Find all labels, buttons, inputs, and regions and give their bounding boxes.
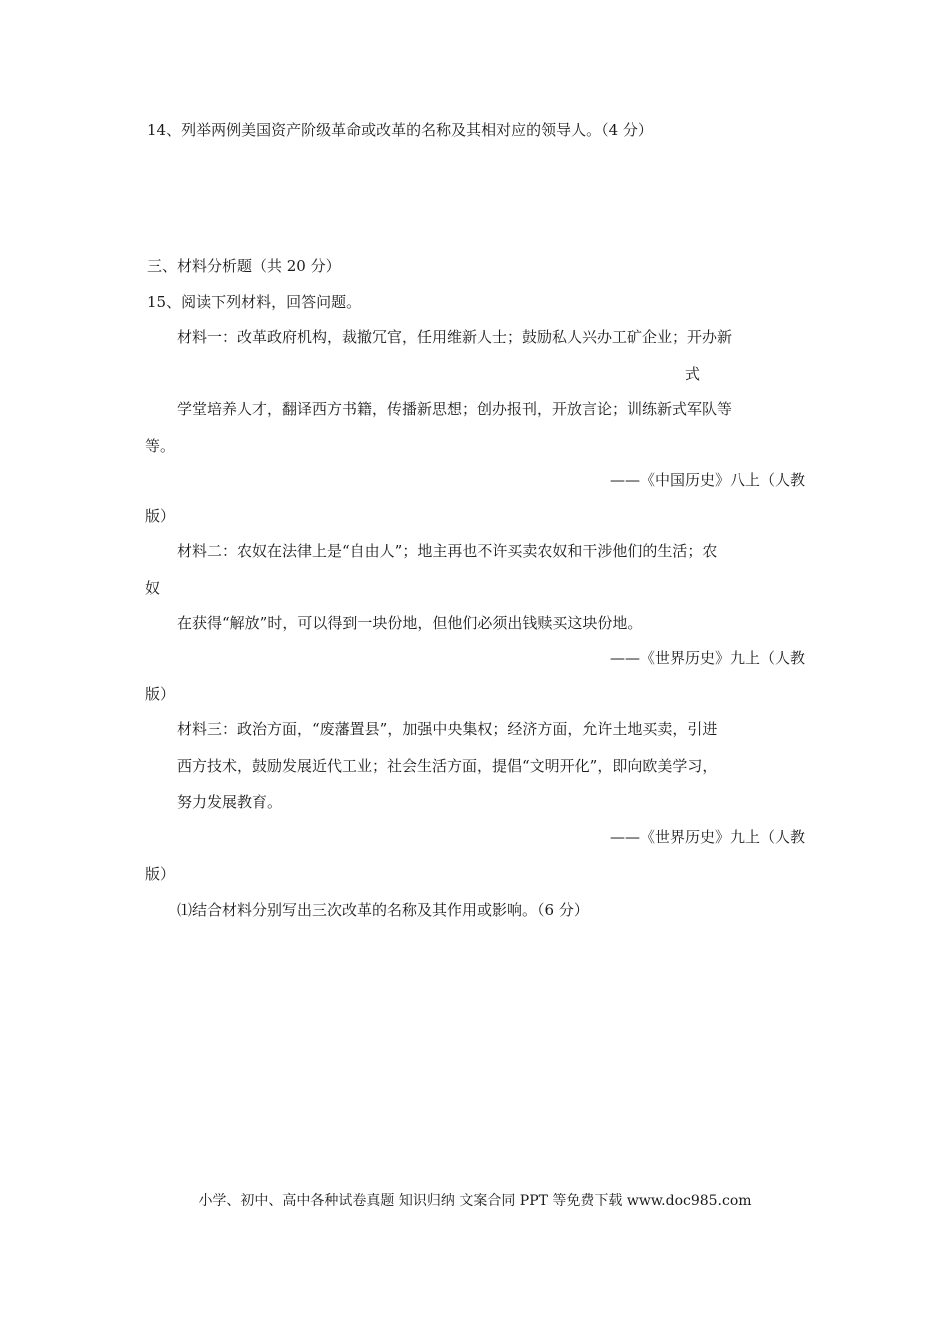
question-14: 14、列举两例美国资产阶级革命或改革的名称及其相对应的领导人。（4 分）	[147, 121, 653, 139]
material-2-source-wrap: 版）	[145, 685, 176, 703]
material-1-line-2: 学堂培养人才，翻译西方书籍，传播新思想；创办报刊，开放言论；训练新式军队等	[177, 400, 733, 418]
question-15-1: ⑴结合材料分别写出三次改革的名称及其作用或影响。（6 分）	[177, 901, 589, 919]
material-2-line-2: 在获得“解放”时，可以得到一块份地，但他们必须出钱赎买这块份地。	[177, 614, 643, 632]
material-1-source: ——《中国历史》八上（人教	[609, 471, 805, 489]
section-3-heading: 三、材料分析题（共 20 分）	[147, 257, 341, 275]
material-2-line-1-wrap: 奴	[145, 579, 161, 597]
material-3-line-2: 西方技术，鼓励发展近代工业；社会生活方面，提倡“文明开化”，即向欧美学习，	[177, 757, 718, 775]
material-3-line-1: 材料三：政治方面，“废藩置县”，加强中央集权；经济方面，允许土地买卖，引进	[177, 720, 718, 738]
material-1-line-1: 材料一：改革政府机构，裁撤冗官，任用维新人士；鼓励私人兴办工矿企业；开办新	[177, 328, 733, 346]
material-1-line-3: 等。	[145, 437, 176, 455]
question-15: 15、阅读下列材料，回答问题。	[147, 293, 362, 311]
material-3-source-wrap: 版）	[145, 865, 176, 883]
page-footer: 小学、初中、高中各种试卷真题 知识归纳 文案合同 PPT 等免费下载 www.doc985.com	[198, 1193, 752, 1209]
material-1-line-1-wrap: 式	[685, 365, 701, 383]
material-1-source-wrap: 版）	[145, 507, 176, 525]
material-2-source: ——《世界历史》九上（人教	[609, 649, 805, 667]
material-2-line-1: 材料二：农奴在法律上是“自由人”；地主再也不许买卖农奴和干涉他们的生活；农	[177, 542, 718, 560]
material-3-line-3: 努力发展教育。	[177, 793, 283, 811]
material-3-source: ——《世界历史》九上（人教	[609, 828, 805, 846]
